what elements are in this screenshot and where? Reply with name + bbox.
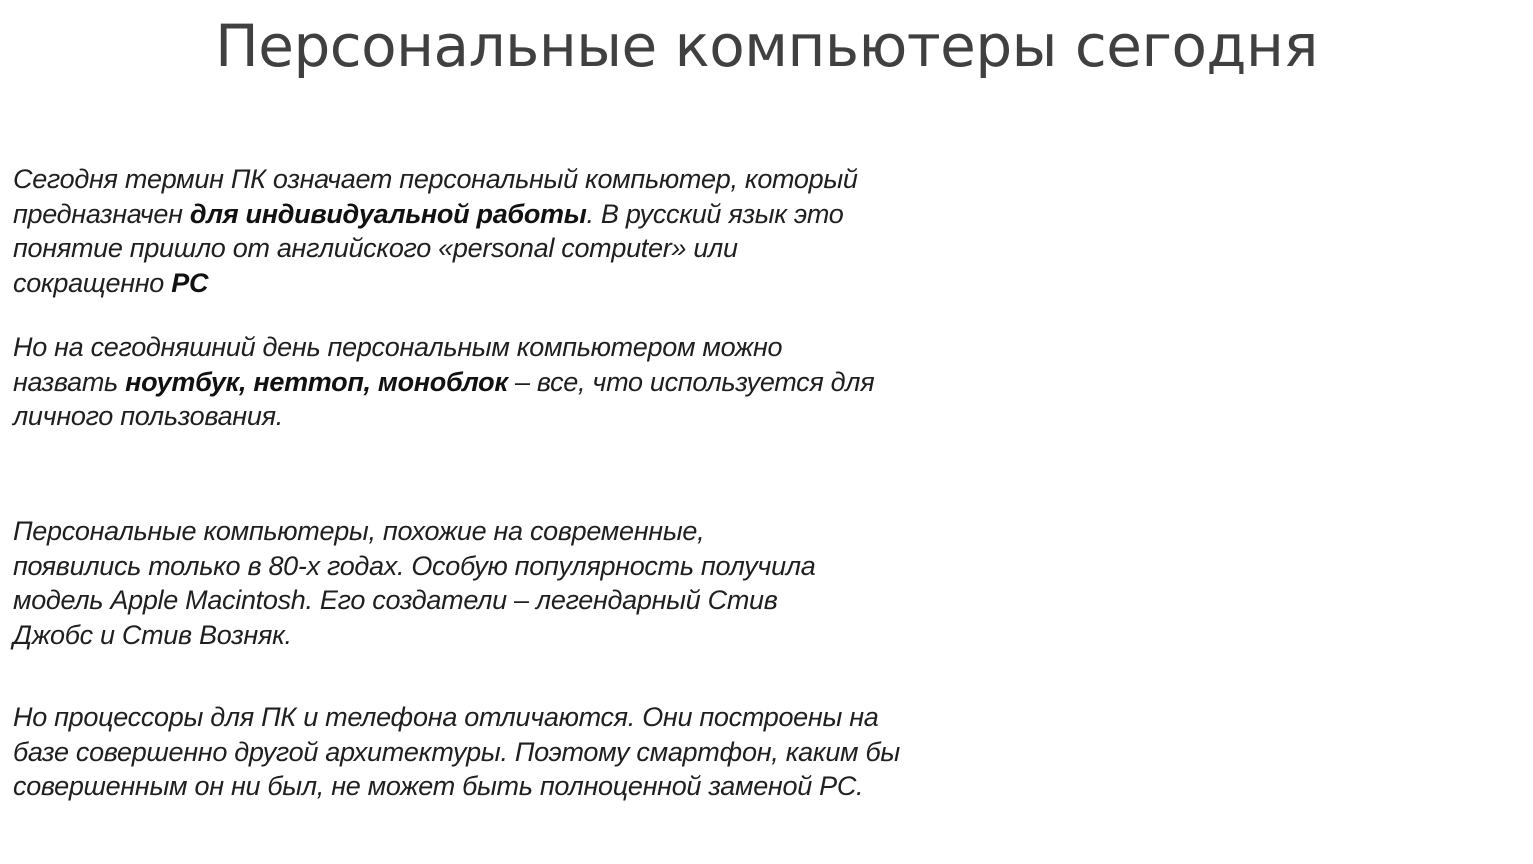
paragraph-line: Джобс и Стив Возняк. — [13, 619, 292, 650]
paragraph-line: Персональные компьютеры, похожие на современные, — [13, 516, 705, 546]
paragraph-pc-definition — [13, 162, 1003, 300]
text-fragment: – все, что используется для — [507, 366, 875, 397]
paragraph-line: базе совершенно другой архитектуры. Поэтому смартфон, каким бы — [13, 736, 900, 767]
text-fragment: предназначен — [13, 198, 190, 229]
text-fragment: . В русский язык это — [586, 198, 844, 229]
paragraph-line — [13, 266, 1003, 301]
paragraph-line: Но процессоры для ПК и телефона отличаются. Они построены на — [13, 702, 879, 732]
text-fragment: сокращенно — [13, 267, 172, 298]
paragraph-processors — [13, 700, 1003, 804]
slide-title: Персональные компьютеры сегодня — [215, 12, 1318, 80]
paragraph-pc-types — [13, 330, 1003, 434]
paragraph-line — [13, 365, 1003, 400]
paragraph-line: Сегодня термин ПК означает персональный компьютер, который — [13, 164, 858, 194]
paragraph-line: появились только в 80-х годах. Особую популярность получила — [13, 550, 816, 581]
paragraph-line: Но на сегодняшний день персональным компьютером можно — [13, 332, 783, 362]
paragraph-line — [13, 197, 1003, 232]
paragraph-line: модель Apple Macintosh. Его создатели – легендарный Стив — [13, 585, 778, 615]
paragraph-line: понятие пришло от английского «personal computer» или — [13, 233, 738, 263]
bold-phrase: для индивидуальной работы — [189, 198, 587, 229]
bold-phrase: ноутбук, неттоп, моноблок — [125, 366, 508, 397]
text-fragment: назвать — [13, 366, 126, 397]
paragraph-line: совершенным он ни был, не может быть полноценной заменой PC. — [13, 771, 864, 801]
paragraph-line: личного пользования. — [13, 401, 283, 431]
bold-phrase: PC — [171, 267, 209, 298]
paragraph-pc-history — [13, 514, 1003, 652]
